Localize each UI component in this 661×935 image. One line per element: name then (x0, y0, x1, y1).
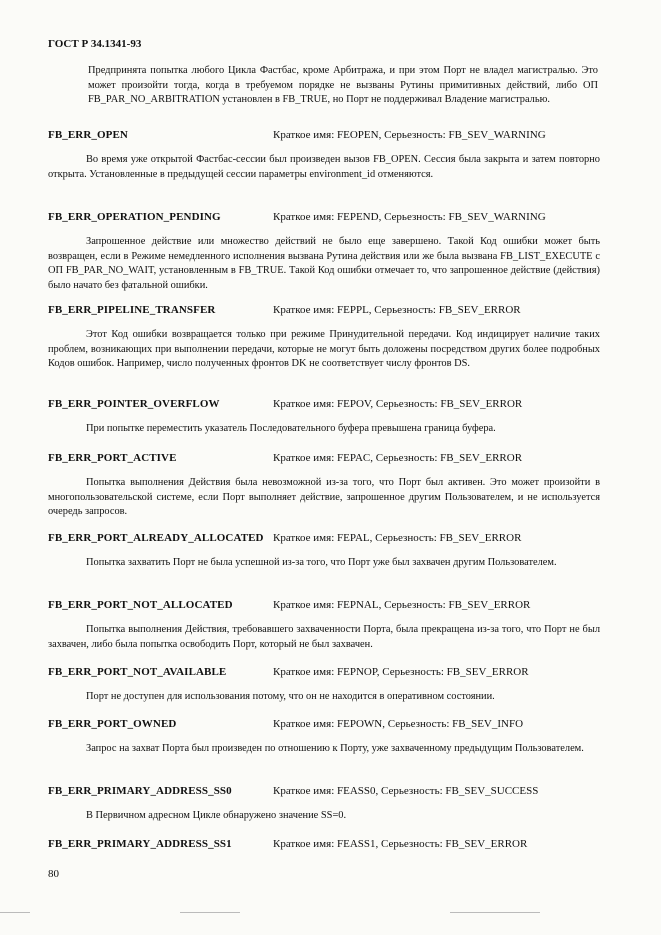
error-description: При попытке переместить указатель Последовательного буфера превышена граница буфера. (86, 423, 496, 434)
error-meta: Краткое имя: FEPNAL, Серьезность: FB_SEV_ERROR (273, 599, 531, 611)
error-meta: Краткое имя: FEOPEN, Серьезность: FB_SEV_WARNING (273, 129, 546, 141)
error-entry-port-not-available (48, 666, 600, 705)
error-entry-port-not-allocated (48, 599, 600, 652)
error-meta: Краткое имя: FEPOWN, Серьезность: FB_SEV_INFO (273, 718, 524, 730)
error-meta: Краткое имя: FEASS0, Серьезность: FB_SEV_SUCCESS (273, 785, 539, 797)
intro-text: Предпринята попытка любого Цикла Фастбас, кроме Арбитража, и при этом Порт не владел магистралью. Это может произойти тогда, когда в требуемом порядке не вызваны Рутины примитивных действий, либо ОП FB_PAR_NO_ARBITRATION установлен в FB_TRUE, но Порт не поддерживал Владение магистралью. (88, 65, 598, 105)
error-term: FB_ERR_PIPELINE_TRANSFER (48, 304, 216, 316)
error-meta: Краткое имя: FEASS1, Серьезность: FB_SEV_ERROR (273, 838, 528, 850)
error-entry-port-active (48, 452, 600, 520)
error-description: Попытка выполнения Действия, требовавшего захваченности Порта, была прекращена из-за того, что Порт не был захвачен, либо была попытка освободить Порт, который не был захвачен. (48, 624, 600, 650)
error-term: FB_ERR_PORT_NOT_AVAILABLE (48, 666, 227, 678)
error-term: FB_ERR_POINTER_OVERFLOW (48, 398, 220, 410)
page-number: 80 (48, 868, 59, 880)
error-description: Попытка выполнения Действия была невозможной из-за того, что Порт был активен. Это может произойти в многопользовательской системе, если Порт выполняет действие, запрошенное другим Пользователем, и не используется очередь запросов. (48, 477, 600, 517)
error-meta: Краткое имя: FEPEND, Серьезность: FB_SEV_WARNING (273, 211, 546, 223)
error-description: Этот Код ошибки возвращается только при режиме Принудительной передачи. Код индицирует наличие таких проблем, возникающих при выполнении передачи, которые не могут быть доложены посредством других более подробных Кодов ошибок. Например, число полученных фронтов DK не соответствует числу фронтов DS. (48, 329, 600, 369)
error-meta: Краткое имя: FEPOV, Серьезность: FB_SEV_ERROR (273, 398, 523, 410)
error-description: Запрос на захват Порта был произведен по отношению к Порту, уже захваченному предыдущим Пользователем. (86, 743, 584, 754)
error-meta: Краткое имя: FEPAC, Серьезность: FB_SEV_ERROR (273, 452, 523, 464)
error-meta: Краткое имя: FEPAL, Серьезность: FB_SEV_ERROR (273, 532, 522, 544)
error-term: FB_ERR_OPEN (48, 129, 128, 141)
error-description: В Первичном адресном Цикле обнаружено значение SS=0. (86, 810, 347, 821)
scan-artifact-line (180, 912, 240, 913)
error-entry-operation-pending (48, 211, 600, 293)
error-description: Попытка захватить Порт не была успешной из-за того, что Порт уже был захвачен другим Пользователем. (86, 557, 557, 568)
error-entry-pointer-overflow (48, 398, 600, 437)
error-entry-pipeline-transfer (48, 304, 600, 372)
error-meta: Краткое имя: FEPNOP, Серьезность: FB_SEV_ERROR (273, 666, 529, 678)
error-description: Во время уже открытой Фастбас-сессии был произведен вызов FB_OPEN. Сессия была закрыта и затем повторно открыта. Установленные в предыдущей сессии параметры environment_id отменяются. (48, 154, 600, 180)
error-term: FB_ERR_OPERATION_PENDING (48, 211, 221, 223)
error-term: FB_ERR_PRIMARY_ADDRESS_SS0 (48, 785, 232, 797)
scan-artifact-line (0, 912, 30, 913)
error-entry-port-already-allocated (48, 532, 600, 571)
error-description: Порт не доступен для использования потому, что он не находится в оперативном состоянии. (86, 691, 495, 702)
error-entry-primary-address-ss0 (48, 785, 600, 824)
error-entry-port-owned (48, 718, 600, 757)
error-description: Запрошенное действие или множество действий не было еще завершено. Такой Код ошибки может быть возвращен, если в Режиме немедленного исполнения вызвана Рутина действия или же была вызвана FB_LIST_EXECUTE с ОП FB_PAR_NO_WAIT, установленным в FB_TRUE. Такой Код ошибки отмечает то, что запрошенное действие (действия) было начато без фатальной ошибки. (48, 236, 600, 291)
error-term: FB_ERR_PORT_ALREADY_ALLOCATED (48, 532, 264, 544)
scan-artifact-line (450, 912, 540, 913)
error-entry-primary-address-ss1 (48, 838, 600, 853)
error-term: FB_ERR_PORT_ACTIVE (48, 452, 177, 464)
error-meta: Краткое имя: FEPPL, Серьезность: FB_SEV_ERROR (273, 304, 521, 316)
document-header: ГОСТ Р 34.1341-93 (48, 38, 142, 50)
error-term: FB_ERR_PORT_NOT_ALLOCATED (48, 599, 233, 611)
error-term: FB_ERR_PRIMARY_ADDRESS_SS1 (48, 838, 232, 850)
intro-paragraph (88, 64, 598, 108)
error-term: FB_ERR_PORT_OWNED (48, 718, 177, 730)
error-entry-open (48, 129, 600, 182)
